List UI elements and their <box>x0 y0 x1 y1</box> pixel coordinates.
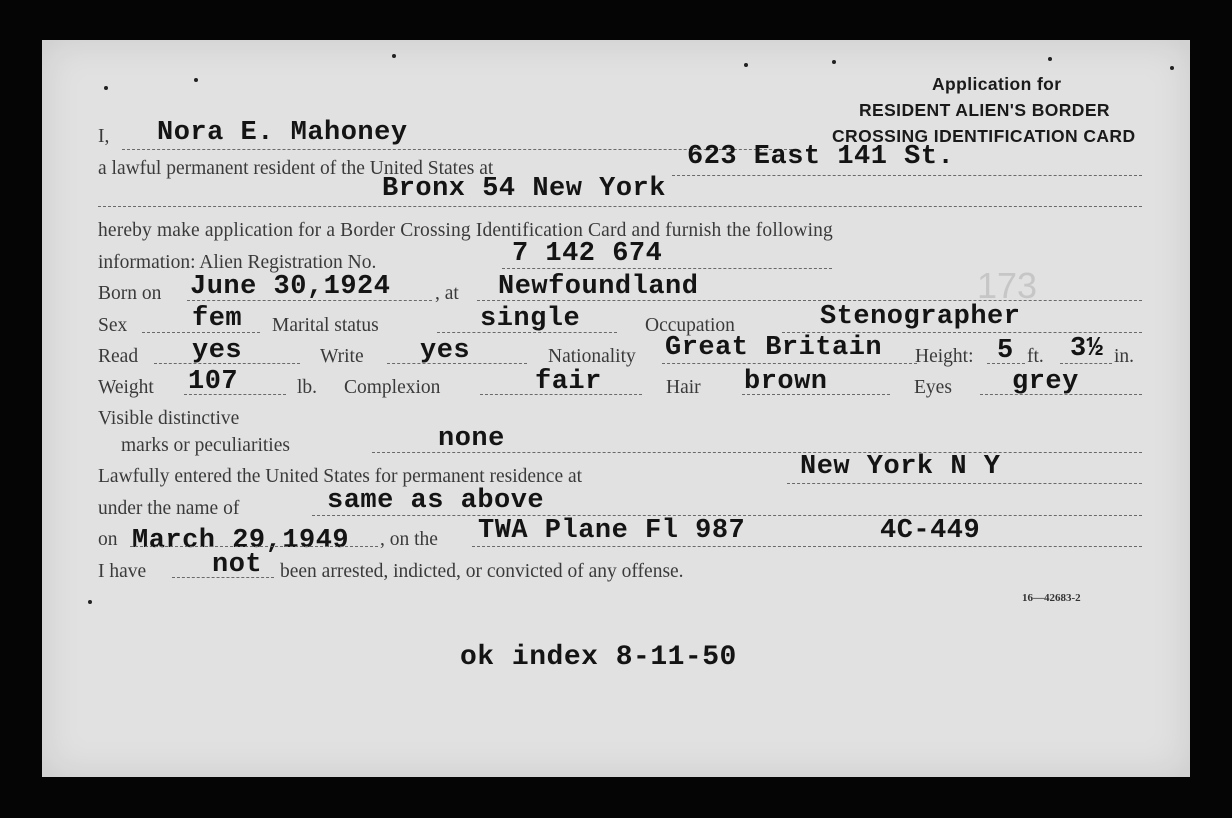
speck <box>832 60 836 64</box>
label-i: I, <box>98 126 110 147</box>
eyes-rule <box>980 394 1142 395</box>
speck <box>1048 57 1052 61</box>
arrested-rule <box>172 577 274 578</box>
form-number: 16—42683-2 <box>1022 592 1081 604</box>
faint-stamp-number: 173 <box>977 265 1038 306</box>
application-card <box>42 40 1190 777</box>
speck <box>88 600 92 604</box>
applicant-name: Nora E. Mahoney <box>157 118 408 148</box>
entry-date-rule <box>130 546 378 547</box>
address-line-2: Bronx 54 New York <box>382 174 666 204</box>
sex-value: fem <box>192 304 243 334</box>
label-marks: marks or peculiarities <box>121 435 290 456</box>
label-read: Read <box>98 346 139 367</box>
index-annotation: ok index 8-11-50 <box>460 642 737 673</box>
address-line-1-rule <box>672 175 1142 176</box>
speck <box>392 54 396 58</box>
header-line-3: CROSSING IDENTIFICATION CARD <box>832 126 1136 146</box>
entry-name-value: same as above <box>327 486 545 516</box>
read-rule <box>154 363 300 364</box>
marks-value: none <box>438 424 505 454</box>
eyes-value: grey <box>1012 367 1079 397</box>
marks-rule <box>372 452 1142 453</box>
label-lb: lb. <box>297 377 318 398</box>
height-ft-value: 5 <box>997 336 1014 366</box>
label-hereby: hereby make application for a Border Crossing Identification Card and furnish the following <box>98 220 833 241</box>
birth-date-rule <box>187 300 432 301</box>
marital-rule <box>437 332 617 333</box>
read-value: yes <box>192 336 243 366</box>
speck <box>1170 66 1174 70</box>
complexion-value: fair <box>535 367 602 397</box>
write-value: yes <box>420 336 471 366</box>
weight-rule <box>184 394 286 395</box>
label-in: in. <box>1114 346 1135 367</box>
hair-value: brown <box>744 367 828 397</box>
label-under-name: under the name of <box>98 498 240 519</box>
entry-place-rule <box>787 483 1142 484</box>
speck <box>194 78 198 82</box>
complexion-rule <box>480 394 642 395</box>
label-born-on: Born on <box>98 283 162 304</box>
label-i-have: I have <box>98 561 147 582</box>
arrested-value: not <box>212 550 263 580</box>
entry-vessel-rule <box>472 546 1142 547</box>
entry-place-value: New York N Y <box>800 452 1001 482</box>
hair-rule <box>742 394 890 395</box>
label-lawfully: Lawfully entered the United States for permanent residence at <box>98 466 583 487</box>
label-on: on <box>98 529 118 550</box>
label-resident-of: a lawful permanent resident of the United States at <box>98 158 494 179</box>
label-at: , at <box>435 283 459 304</box>
label-eyes: Eyes <box>914 377 952 398</box>
label-alien-reg: information: Alien Registration No. <box>98 252 377 273</box>
label-sex: Sex <box>98 315 128 336</box>
header-line-2: RESIDENT ALIEN'S BORDER <box>859 100 1110 120</box>
height-ft-rule <box>987 363 1025 364</box>
speck <box>744 63 748 67</box>
entry-ref-value: 4C-449 <box>880 516 981 546</box>
entry-vessel-value: TWA Plane Fl 987 <box>478 516 746 546</box>
label-complexion: Complexion <box>344 377 441 398</box>
birth-place: Newfoundland <box>498 272 699 302</box>
speck <box>104 86 108 90</box>
address-line-1: 623 East 141 St. <box>687 142 955 172</box>
label-weight: Weight <box>98 377 154 398</box>
height-in-rule <box>1060 363 1112 364</box>
label-visible: Visible distinctive <box>98 408 240 429</box>
header-line-1: Application for <box>932 74 1062 94</box>
label-nationality: Nationality <box>548 346 636 367</box>
write-rule <box>387 363 527 364</box>
label-arrested: been arrested, indicted, or convicted of any offense. <box>280 561 684 582</box>
weight-value: 107 <box>188 367 239 397</box>
label-write: Write <box>320 346 364 367</box>
label-height: Height: <box>915 346 974 367</box>
sex-rule <box>142 332 260 333</box>
entry-date-value: March 29,1949 <box>132 526 350 556</box>
alien-reg-rule <box>502 268 832 269</box>
label-marital-status: Marital status <box>272 315 379 336</box>
alien-reg-number: 7 142 674 <box>512 239 663 269</box>
nationality-value: Great Britain <box>665 333 883 363</box>
birth-date: June 30,1924 <box>190 272 391 302</box>
birth-place-rule <box>477 300 1142 301</box>
label-occupation: Occupation <box>645 315 735 336</box>
label-ft: ft. <box>1027 346 1044 367</box>
height-in-value: 3½ <box>1070 334 1104 364</box>
address-line-2-rule <box>98 206 1142 207</box>
label-on-the: , on the <box>380 529 438 550</box>
label-hair: Hair <box>666 377 701 398</box>
nationality-rule <box>662 363 917 364</box>
occupation-value: Stenographer <box>820 302 1021 332</box>
marital-status-value: single <box>480 304 581 334</box>
